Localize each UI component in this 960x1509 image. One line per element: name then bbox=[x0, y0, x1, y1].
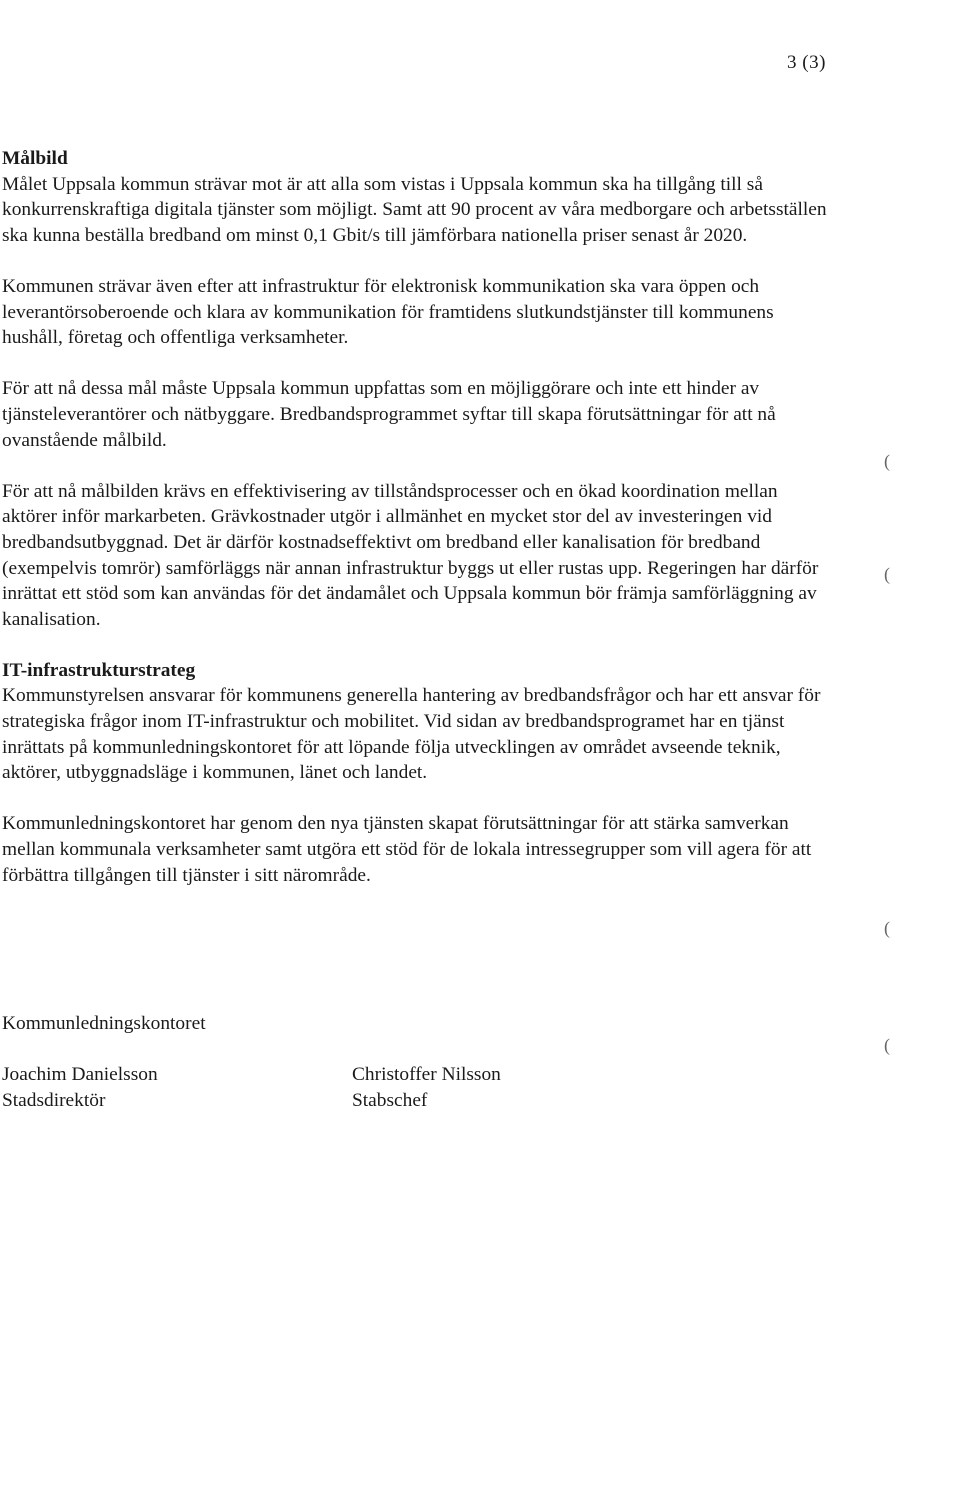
paragraph: För att nå dessa mål måste Uppsala kommun uppfattas som en möjliggörare och inte ett hinder av tjänsteleverantörer och nätbyggare. Bredbandsprogrammet syftar till skapa förutsättningar för att nå ovanstående målbild. bbox=[2, 378, 776, 451]
paragraph: För att nå målbilden krävs en effektivisering av tillståndsprocesser och en ökad koordination mellan aktörer inför markarbeten. Grävkostnader utgör i allmänhet en mycket stor del av investeringen vid bredbandsutbyggnad. Det är därför kostnadseffektivt om bredband eller kanalisation för bredband (exempelvis tomrör) samförläggs när annan infrastruktur byggs ut eller rustas upp. Regeringen har därför inrättat ett stöd som kan användas för det ändamålet och Uppsala kommun bör främja samförläggning av kanalisation. bbox=[2, 480, 819, 630]
section-heading-malbild: Målbild bbox=[2, 148, 68, 169]
paragraph: Kommunstyrelsen ansvarar för kommunens generella hantering av bredbandsfrågor och har ett ansvar för strategiska frågor inom IT-infrastruktur och mobilitet. Vid sidan av bredbandsprogramet har en tjänst inrättats på kommunledningskontoret för att löpande följa utvecklingen av området avseende teknik, aktörer, utbyggnadsläge i kommunen, länet och landet. bbox=[2, 685, 821, 784]
paragraph: Kommunen strävar även efter att infrastruktur för elektronisk kommunikation ska vara öppen och leverantörsoberoende och klara av kommunikation för framtidens slutkundstjänster till kommunens hushåll, företag och offentliga verksamheter. bbox=[2, 275, 774, 349]
signature-block bbox=[2, 1011, 702, 1113]
margin-mark: ( bbox=[884, 451, 890, 471]
signer-1 bbox=[2, 1062, 352, 1113]
signer-2 bbox=[352, 1062, 702, 1113]
signer-name: Joachim Danielsson bbox=[2, 1064, 158, 1086]
signer-name: Christoffer Nilsson bbox=[352, 1064, 501, 1086]
margin-mark: ( bbox=[884, 1035, 890, 1055]
document-body bbox=[2, 146, 832, 888]
paragraph: Kommunledningskontoret har genom den nya tjänsten skapat förutsättningar för att stärka samverkan mellan kommunala verksamheter samt utgöra ett stöd för de lokala intressegrupper som vill agera för att förbättra tillgången till tjänster i sitt närområde. bbox=[2, 813, 812, 886]
section-heading-it-strateg: IT-infrastrukturstrateg bbox=[2, 659, 196, 681]
margin-mark: ( bbox=[884, 918, 890, 938]
page-number: 3 (3) bbox=[787, 52, 826, 73]
margin-mark: ( bbox=[884, 564, 890, 584]
signature-office: Kommunledningskontoret bbox=[2, 1013, 206, 1034]
paragraph: Målet Uppsala kommun strävar mot är att alla som vistas i Uppsala kommun ska ha tillgång till så konkurrenskraftiga digitala tjänster som möjligt. Samt att 90 procent av våra medborgare och arbetsställen ska kunna beställa bredband om minst 0,1 Gbit/s till jämförbara nationella priser senast år 2020. bbox=[2, 173, 827, 246]
signer-title: Stabschef bbox=[352, 1089, 428, 1111]
signer-title: Stadsdirektör bbox=[2, 1089, 106, 1111]
